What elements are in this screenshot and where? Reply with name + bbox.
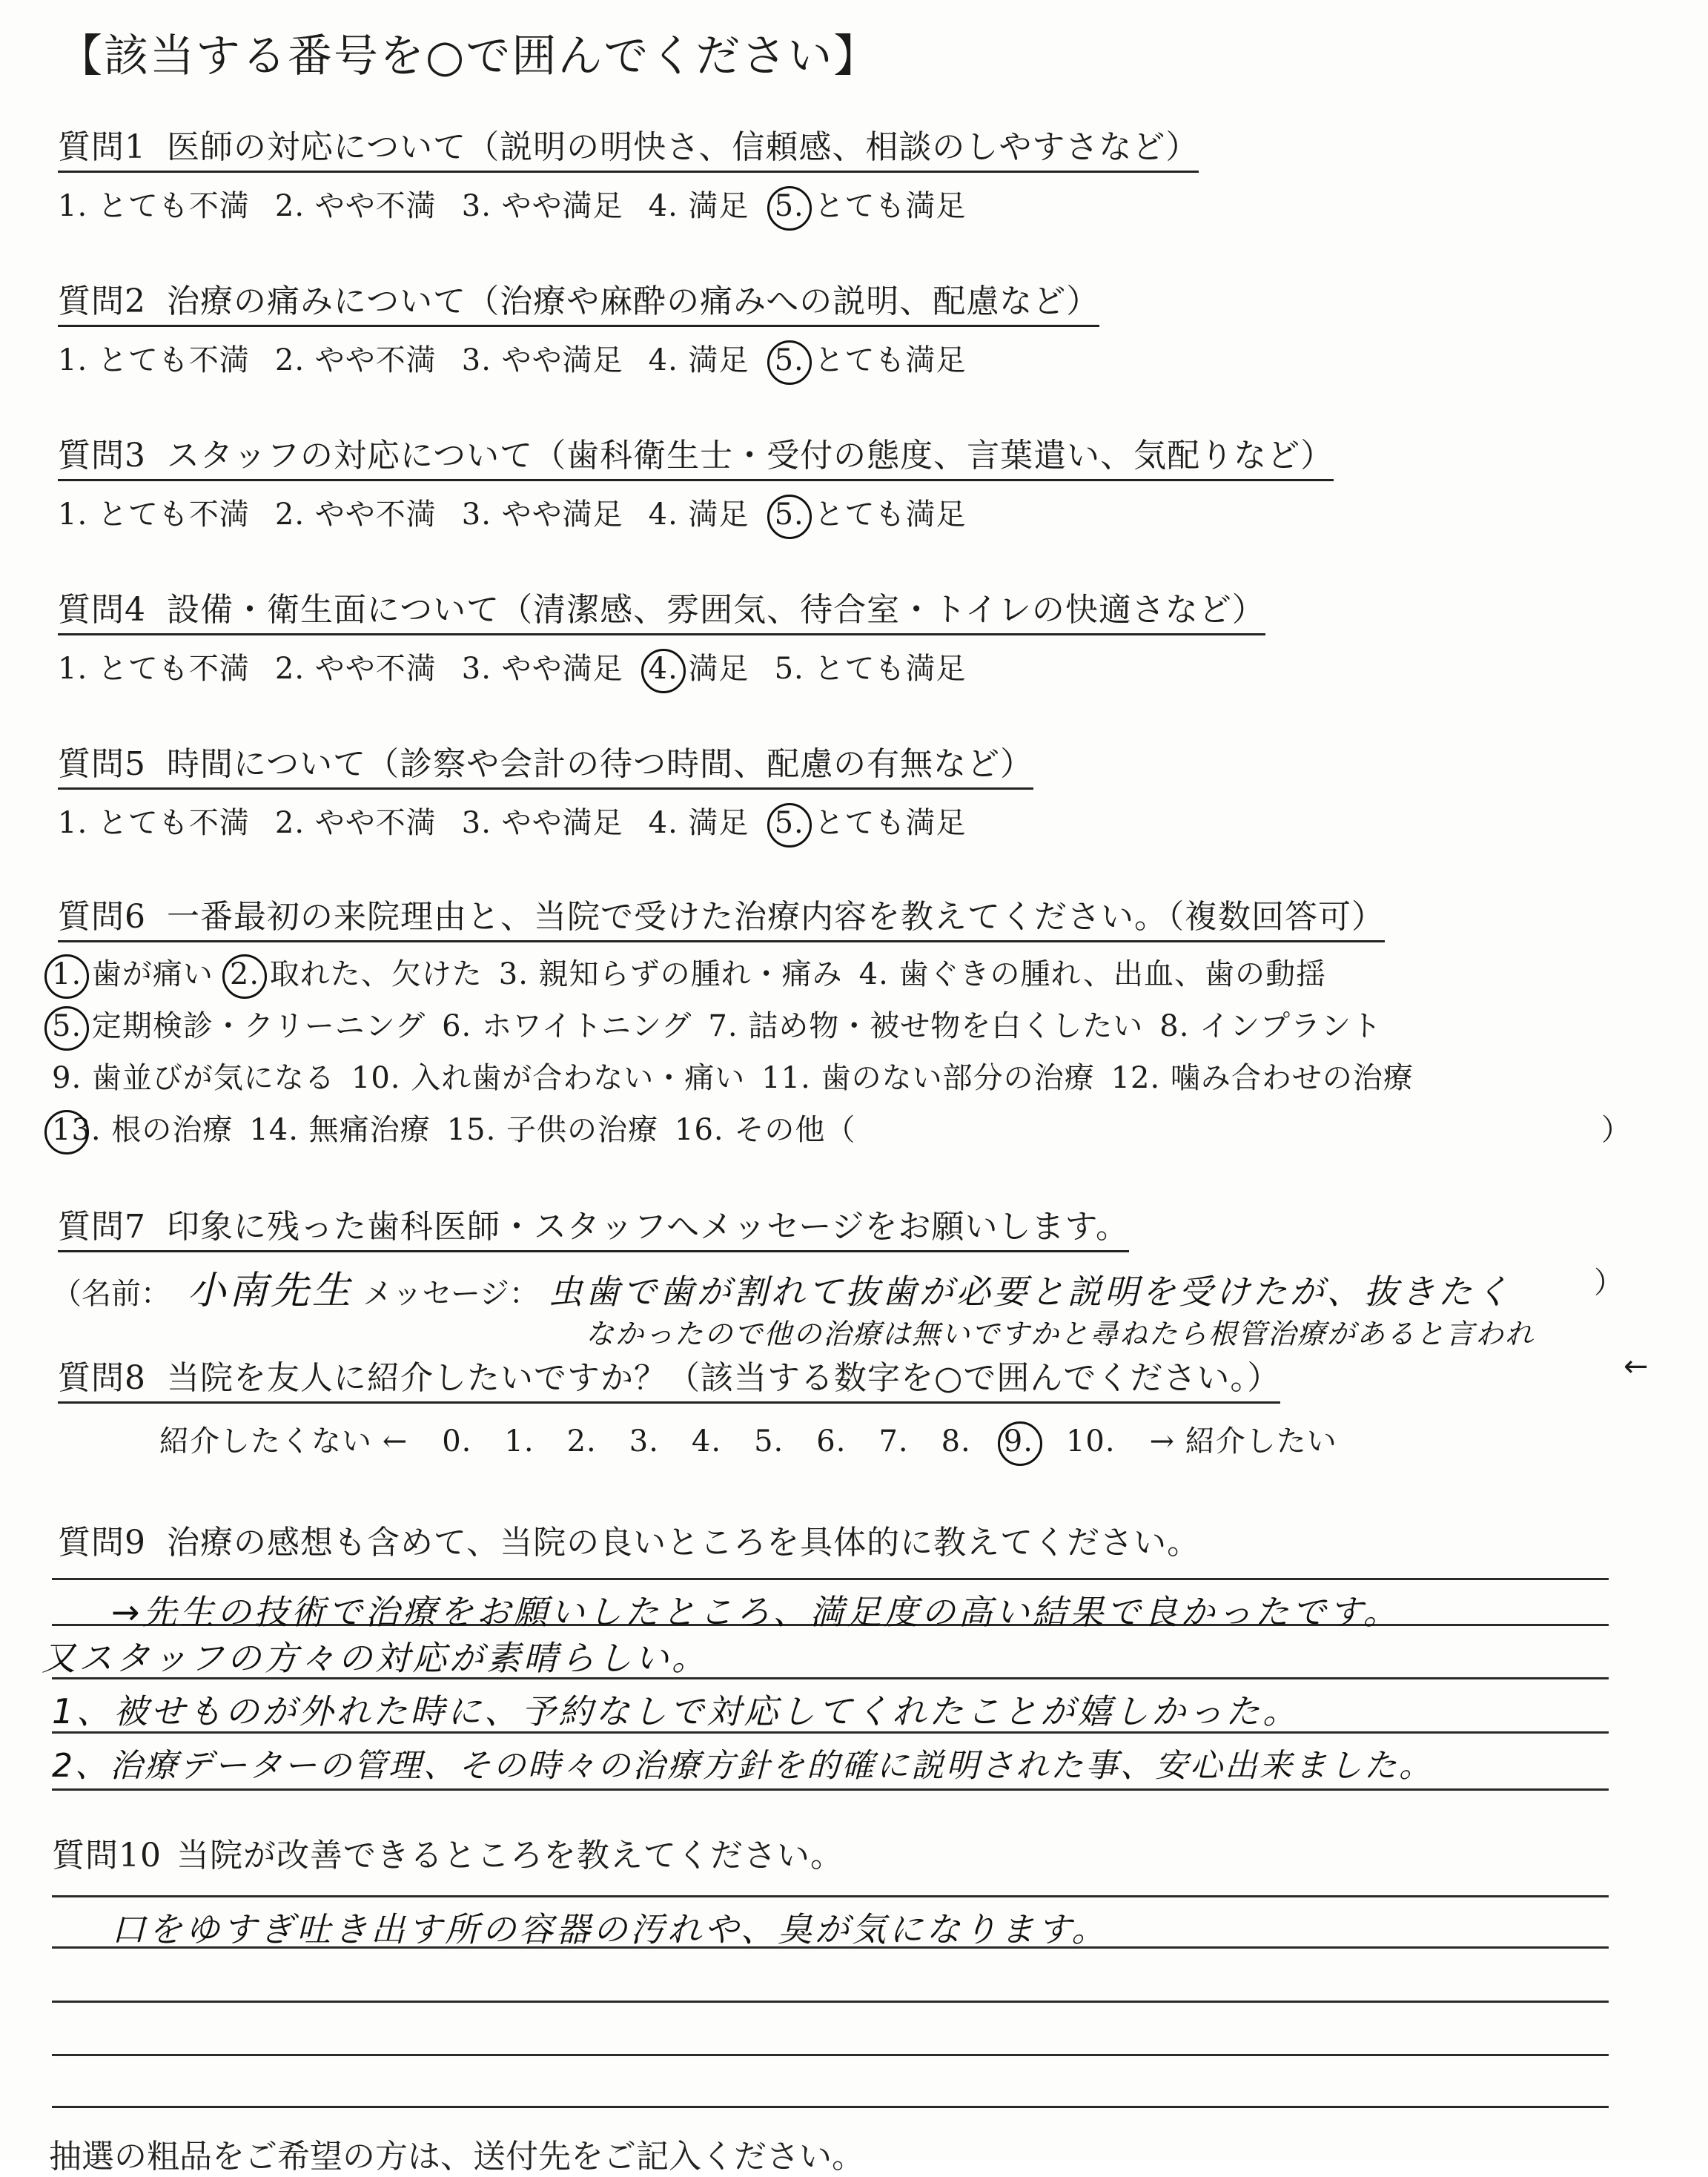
q5-options <box>58 799 991 842</box>
q1-options <box>58 182 991 225</box>
q8-text: 当院を友人に紹介したいですか？（該当する数字を○で囲んでください。） <box>167 1359 1281 1397</box>
q4-heading <box>58 583 1265 635</box>
q10-text: 当院が改善できるところを教えてください。 <box>176 1837 844 1874</box>
page-title: 【該当する番号を○で囲んでください】 <box>58 30 880 82</box>
q9-rule <box>52 1578 1609 1580</box>
q1-label: 質問1 <box>58 128 146 166</box>
q7-name-value: 小南先生 <box>187 1269 354 1313</box>
q2-option-1[interactable]: 1. とても不満 <box>58 343 250 377</box>
q8-scale-2[interactable]: 2. <box>566 1424 597 1459</box>
q4-text: 設備・衛生面について（清潔感、雰囲気、待合室・トイレの快適さなど） <box>167 591 1265 629</box>
q1-option-4[interactable]: 4. 満足 <box>648 189 749 223</box>
q8-scale-0[interactable]: 0. <box>442 1424 472 1459</box>
q6-option-14[interactable]: 14. 無痛治療 <box>249 1113 431 1147</box>
q4-option-3[interactable]: 3. やや満足 <box>461 652 623 686</box>
q8-scale-7[interactable]: 7. <box>878 1424 909 1459</box>
q7-continue-arrow: ← <box>1623 1350 1649 1384</box>
q6-option-10[interactable]: 10. 入れ歯が合わない・痛い <box>351 1061 746 1095</box>
q2-option-5[interactable]: 5. とても満足 <box>774 343 967 377</box>
q6-option-row <box>52 1106 872 1149</box>
q3-heading <box>58 429 1334 481</box>
q6-option-4[interactable]: 4. 歯ぐきの腫れ、出血、歯の動揺 <box>858 957 1326 991</box>
q10-heading <box>52 1829 844 1879</box>
q5-option-4[interactable]: 4. 満足 <box>648 806 749 840</box>
q2-option-3[interactable]: 3. やや満足 <box>461 343 623 377</box>
q7-message-close: ） <box>1594 1266 1623 1300</box>
q5-label: 質問5 <box>58 745 146 783</box>
footer-note: 抽選の粗品をご希望の方は、送付先をご記入ください。 <box>49 2138 864 2176</box>
q7-message-line1: 虫歯で歯が割れて抜歯が必要と説明を受けたが、抜きたく <box>548 1272 1512 1312</box>
q1-text: 医師の対応について（説明の明快さ、信頼感、相談のしやすさなど） <box>167 128 1199 166</box>
q4-option-1[interactable]: 1. とても不満 <box>58 652 250 686</box>
q6-option-5[interactable]: 5. 定期検診・クリーニング <box>52 1009 426 1043</box>
q3-option-1[interactable]: 1. とても不満 <box>58 498 250 532</box>
q6-option-8[interactable]: 8. インプラント <box>1159 1009 1383 1043</box>
q6-option-13[interactable]: 13. 根の治療 <box>52 1113 234 1147</box>
q6-option-12[interactable]: 12. 噛み合わせの治療 <box>1110 1061 1414 1095</box>
q8-label: 質問8 <box>58 1359 146 1397</box>
q8-scale-9[interactable]: 9. <box>1003 1424 1033 1459</box>
q2-option-2[interactable]: 2. やや不満 <box>274 343 437 377</box>
q8-right-label: → 紹介したい <box>1149 1424 1337 1459</box>
q4-option-4[interactable]: 4. 満足 <box>648 652 749 686</box>
q2-label: 質問2 <box>58 283 146 320</box>
q3-options <box>58 491 991 533</box>
q8-scale <box>159 1418 1337 1460</box>
q8-scale-3[interactable]: 3. <box>629 1424 659 1459</box>
q4-options <box>58 645 991 687</box>
q2-option-4[interactable]: 4. 満足 <box>648 343 749 377</box>
q1-option-3[interactable]: 3. やや満足 <box>461 189 623 223</box>
q7-label: 質問7 <box>58 1208 146 1246</box>
q5-option-2[interactable]: 2. やや不満 <box>274 806 437 840</box>
q9-answer-line-3: 1、被せものが外れた時に、予約なしで対応してくれたことが嬉しかった。 <box>52 1691 1300 1731</box>
q2-heading <box>58 274 1099 327</box>
q7-message-label: メッセージ： <box>363 1277 540 1311</box>
q3-text: スタッフの対応について（歯科衛生士・受付の態度、言葉遣い、気配りなど） <box>167 437 1334 475</box>
q6-option-6[interactable]: 6. ホワイトニング <box>442 1009 692 1043</box>
q8-scale-1[interactable]: 1. <box>504 1424 534 1459</box>
q6-option-row <box>52 1054 1430 1097</box>
q9-answer-line-1: →先生の技術で治療をお願いしたところ、満足度の高い結果で良かったです。 <box>111 1592 1400 1632</box>
q3-label: 質問3 <box>58 437 146 475</box>
q2-options <box>58 337 991 379</box>
q8-scale-8[interactable]: 8. <box>941 1424 971 1459</box>
q6-option-9[interactable]: 9. 歯並びが気になる <box>52 1061 335 1095</box>
q6-option-16[interactable]: 16. その他（ <box>675 1113 856 1147</box>
q8-scale-10[interactable]: 10. <box>1065 1424 1116 1459</box>
q6-option-3[interactable]: 3. 親知らずの腫れ・痛み <box>498 957 843 991</box>
q4-option-2[interactable]: 2. やや不満 <box>274 652 437 686</box>
q10-rule <box>52 2054 1609 2056</box>
q3-option-5[interactable]: 5. とても満足 <box>774 498 967 532</box>
q7-heading <box>58 1200 1129 1252</box>
q9-answer-line-4: 2、治療データーの管理、その時々の治療方針を的確に説明された事、安心出来ました。 <box>52 1747 1434 1785</box>
q2-text: 治療の痛みについて（治療や麻酔の痛みへの説明、配慮など） <box>167 283 1100 320</box>
q7-text: 印象に残った歯科医師・スタッフへメッセージをお願いします。 <box>167 1208 1129 1246</box>
q8-scale-5[interactable]: 5. <box>754 1424 784 1459</box>
q10-label: 質問10 <box>52 1837 162 1874</box>
q5-option-5[interactable]: 5. とても満足 <box>774 806 967 840</box>
q1-option-1[interactable]: 1. とても不満 <box>58 189 250 223</box>
q6-option-2[interactable]: 2. 取れた、欠けた <box>229 957 483 991</box>
q5-heading <box>58 737 1033 790</box>
q6-heading <box>58 890 1385 942</box>
q8-scale-4[interactable]: 4. <box>691 1424 722 1459</box>
q8-heading <box>58 1351 1280 1404</box>
q5-option-1[interactable]: 1. とても不満 <box>58 806 250 840</box>
q9-rule <box>52 1788 1609 1791</box>
q9-text: 治療の感想も含めて、当院の良いところを具体的に教えてください。 <box>167 1524 1201 1562</box>
q6-option-row <box>52 951 1343 993</box>
q5-option-3[interactable]: 3. やや満足 <box>461 806 623 840</box>
q6-option-row <box>52 1002 1398 1045</box>
q3-option-4[interactable]: 4. 満足 <box>648 498 749 532</box>
q9-label: 質問9 <box>58 1524 146 1562</box>
q4-label: 質問4 <box>58 591 146 629</box>
q6-option-15[interactable]: 15. 子供の治療 <box>446 1113 659 1147</box>
q8-scale-6[interactable]: 6. <box>816 1424 847 1459</box>
q10-rule <box>52 1895 1609 1897</box>
q10-rule <box>52 2001 1609 2003</box>
q5-text: 時間について（診察や会計の待つ時間、配慮の有無など） <box>167 745 1034 783</box>
q7-name-label: （名前： <box>52 1277 171 1311</box>
q6-other-close: ） <box>1601 1113 1632 1147</box>
q6-option-11[interactable]: 11. 歯のない部分の治療 <box>761 1061 1095 1095</box>
q4-option-5[interactable]: 5. とても満足 <box>774 652 967 686</box>
q1-heading <box>58 120 1199 173</box>
q10-answer-line-1: 口をゆすぎ吐き出す所の容器の汚れや、臭が気になります。 <box>111 1909 1109 1949</box>
q10-rule <box>52 2106 1609 2108</box>
q1-option-5[interactable]: 5. とても満足 <box>774 189 967 223</box>
q3-option-3[interactable]: 3. やや満足 <box>461 498 623 532</box>
q6-option-1[interactable]: 1. 歯が痛い <box>52 957 214 991</box>
q6-option-7[interactable]: 7. 詰め物・被せ物を白くしたい <box>708 1009 1144 1043</box>
q1-option-2[interactable]: 2. やや不満 <box>274 189 437 223</box>
q3-option-2[interactable]: 2. やや不満 <box>274 498 437 532</box>
q6-label: 質問6 <box>58 898 146 936</box>
q7-message-line2: なかったので他の治療は無いですかと尋ねたら根管治療があると言われ <box>586 1318 1535 1350</box>
q9-answer-line-2: 又スタッフの方々の対応が素晴らしい。 <box>42 1638 709 1678</box>
q7-message-row <box>52 1259 1512 1315</box>
q9-heading <box>58 1516 1200 1566</box>
q6-text: 一番最初の来院理由と、当院で受けた治療内容を教えてください。（複数回答可） <box>167 898 1385 936</box>
q8-left-label: 紹介したくない ← <box>159 1424 408 1459</box>
